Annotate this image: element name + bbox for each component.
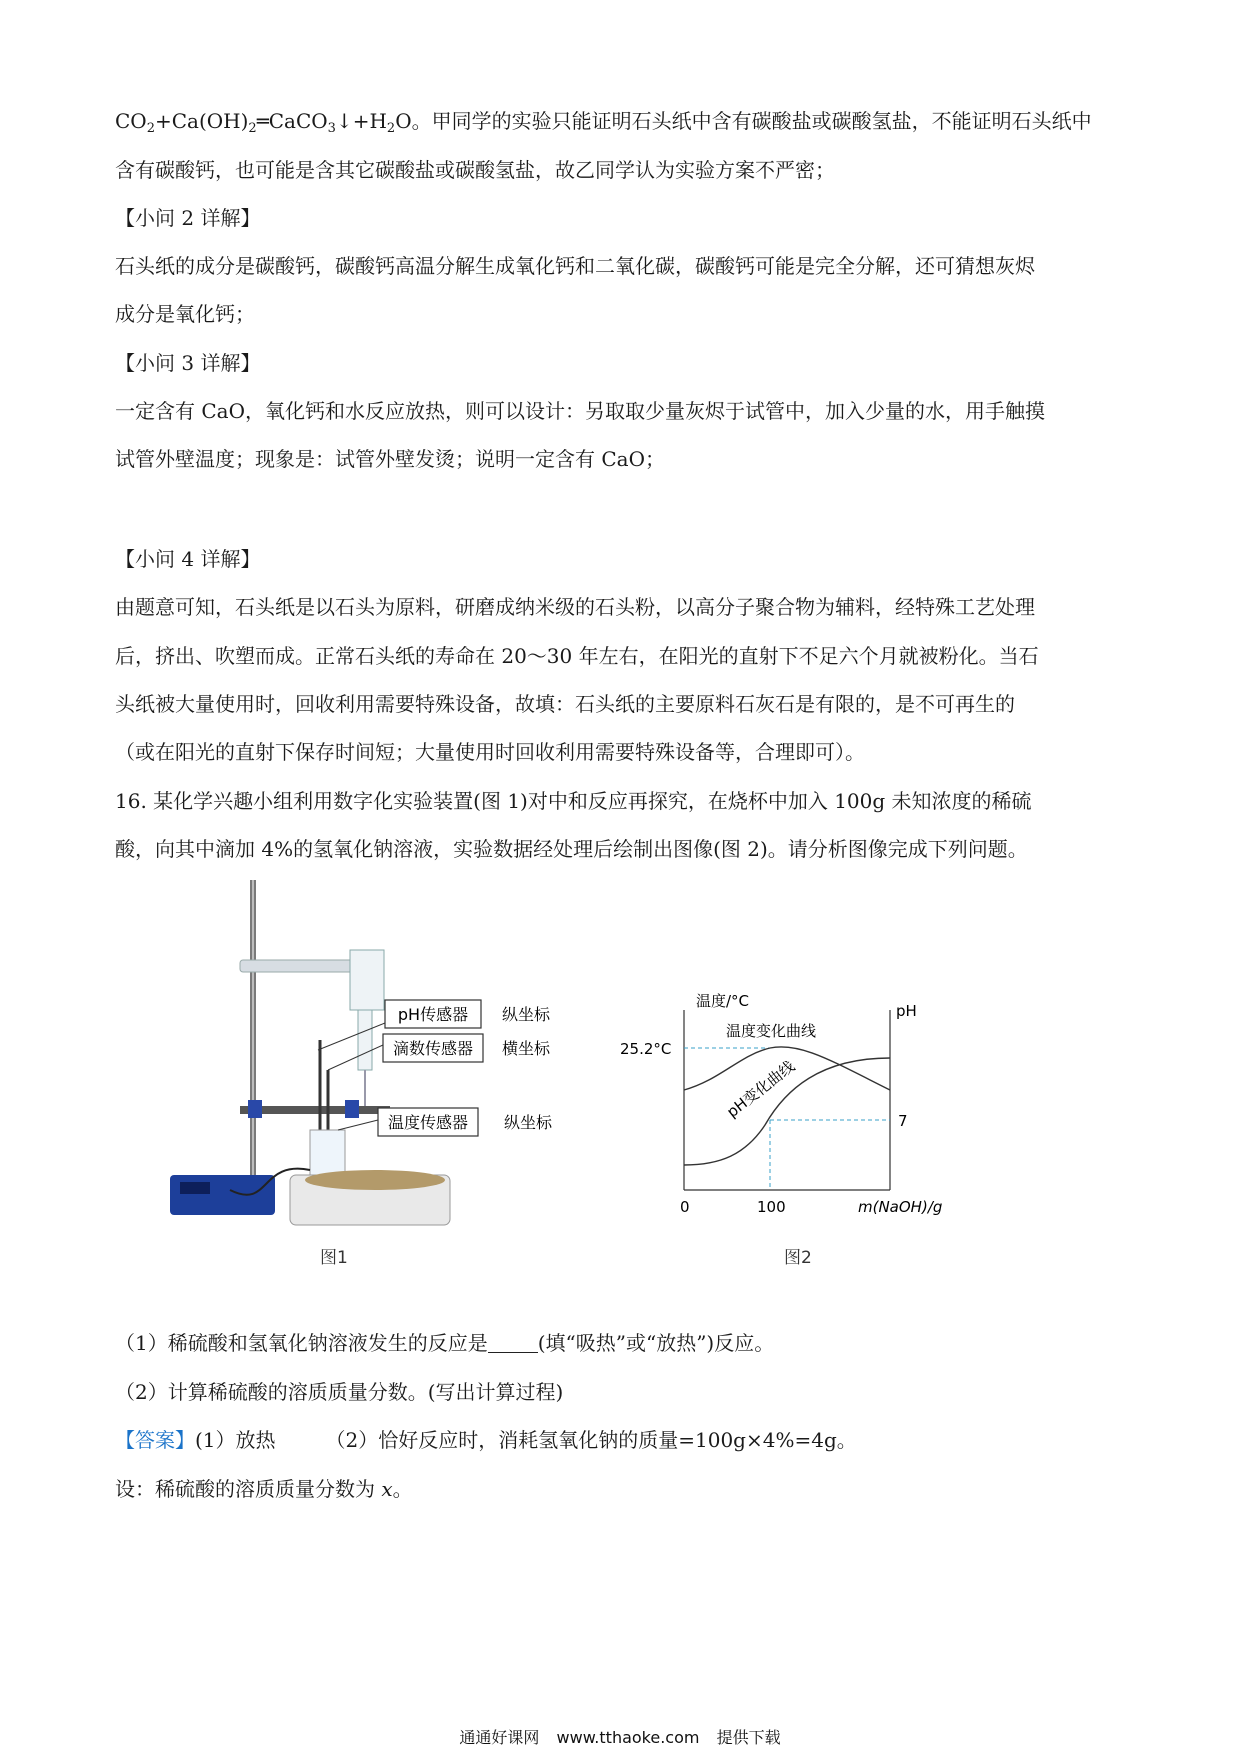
section-heading: 【小问 4 详解】: [115, 547, 261, 571]
left-axis-label: 温度/°C: [696, 992, 750, 1010]
setup-text: 设：稀硫酸的溶质质量分数为: [115, 1477, 382, 1501]
beaker: [310, 1130, 345, 1175]
figure-1-caption: 图1: [320, 1248, 348, 1268]
section-heading: 【小问 3 详解】: [115, 351, 261, 375]
setup-line: [115, 1476, 1135, 1502]
eq-co2: CO: [115, 109, 147, 133]
paragraph-text: 一定含有 CaO，氧化钙和水反应放热，则可以设计：另取取少量灰烬于试管中，加入少量的水，用手触摸: [115, 399, 1045, 423]
temp-sensor-label: 温度传感器: [387, 1113, 469, 1132]
ph-sensor-label: pH传感器: [397, 1005, 469, 1024]
right-axis-label: pH: [896, 1002, 917, 1020]
subquestion-2: （2）计算稀硫酸的溶质质量分数。(写出计算过程): [115, 1380, 564, 1404]
clamp-arm-lower: [240, 1106, 390, 1114]
answer-blank[interactable]: [488, 1334, 538, 1353]
paragraph-text: 含有碳酸钙，也可能是含其它碳酸盐或碳酸氢盐，故乙同学认为实验方案不严密；: [115, 158, 835, 182]
figure-2-graph: [620, 990, 990, 1230]
ph-7-label: 7: [898, 1112, 908, 1130]
figure-2-caption: 图2: [784, 1248, 812, 1268]
ph-curve-label: pH变化曲线: [723, 1057, 799, 1122]
answer-tag: 【答案】: [115, 1428, 195, 1452]
eq-caco: ═CaCO: [256, 109, 328, 133]
paragraph-text: 头纸被大量使用时，回收利用需要特殊设备，故填：石头纸的主要原料石灰石是有限的，是不可再生的: [115, 692, 1015, 716]
subquestion-1-tail: (填“吸热”或“放热”)反应。: [537, 1331, 775, 1355]
eq-sub: 3: [327, 121, 336, 136]
temp-peak-label: 25.2°C: [620, 1040, 672, 1058]
data-logger: [170, 1175, 275, 1215]
subquestion-1: [115, 1330, 1135, 1356]
setup-variable: x: [381, 1477, 393, 1501]
footer-url[interactable]: www.tthaoke.com: [556, 1728, 700, 1747]
paragraph-text: 后，挤出、吹塑而成。正常石头纸的寿命在 20～30 年左右，在阳光的直射下不足六个月就被粉化。当石: [115, 644, 1039, 668]
answer-1: (1）放热: [195, 1428, 276, 1452]
eq-h: ↓+H: [335, 109, 387, 133]
paragraph-text: （或在阳光的直射下保存时间短；大量使用时回收利用需要特殊设备等，合理即可）。: [115, 740, 865, 764]
footer-site-name: 通通好课网: [459, 1728, 540, 1747]
paragraph-text: 成分是氧化钙；: [115, 302, 255, 326]
x-tick-0: 0: [680, 1198, 690, 1216]
paragraph-text: 试管外壁温度；现象是：试管外壁发烫；说明一定含有 CaO；: [115, 447, 665, 471]
eq-sub: 2: [386, 121, 396, 136]
question-16-text: 酸，向其中滴加 4%的氢氧化钠溶液，实验数据经处理后绘制出图像(图 2)。请分析图像完成下列问题。: [115, 837, 1028, 861]
equation-line: [115, 108, 1135, 134]
question-16-text: 16. 某化学兴趣小组利用数字化实验装置(图 1)对中和反应再探究，在烧杯中加入 100g 未知浓度的稀硫: [115, 789, 1032, 813]
drop-sensor-label: 滴数传感器: [392, 1039, 474, 1058]
page-footer: [0, 1725, 1240, 1748]
burette: [350, 950, 384, 1010]
answer-line: [115, 1427, 1135, 1453]
temperature-curve-label: 温度变化曲线: [726, 1022, 817, 1040]
eq-caoh: +Ca(OH): [154, 109, 249, 133]
temp-sensor-note: 纵坐标: [503, 1113, 553, 1132]
section-heading: 【小问 2 详解】: [115, 206, 261, 230]
eq-sub: 2: [248, 121, 257, 136]
paragraph-text: 由题意可知，石头纸是以石头为原料，研磨成纳米级的石头粉，以高分子聚合物为辅料，经特殊工艺处理: [115, 595, 1035, 619]
drop-sensor-note: 横坐标: [501, 1039, 551, 1058]
eq-sub: 2: [146, 121, 155, 136]
paragraph-text: 石头纸的成分是碳酸钙，碳酸钙高温分解生成氧化钙和二氧化碳，碳酸钙可能是完全分解，还可猜想灰烬: [115, 254, 1035, 278]
answer-2: （2）恰好反应时，消耗氢氧化钠的质量=100g×4%=4g。: [325, 1428, 857, 1452]
x-axis-label: m(NaOH)/g: [858, 1198, 943, 1216]
paragraph-text: 。甲同学的实验只能证明石头纸中含有碳酸盐或碳酸氢盐，不能证明石头纸中: [411, 109, 1092, 133]
eq-o: O: [395, 109, 412, 133]
x-tick-100: 100: [757, 1198, 786, 1216]
subquestion-1-text: （1）稀硫酸和氢氧化钠溶液发生的反应是: [115, 1331, 488, 1355]
figure-1-apparatus: [170, 880, 590, 1240]
footer-tail: 提供下载: [716, 1728, 781, 1747]
setup-end: 。: [392, 1477, 413, 1501]
ph-sensor-note: 纵坐标: [501, 1005, 551, 1024]
